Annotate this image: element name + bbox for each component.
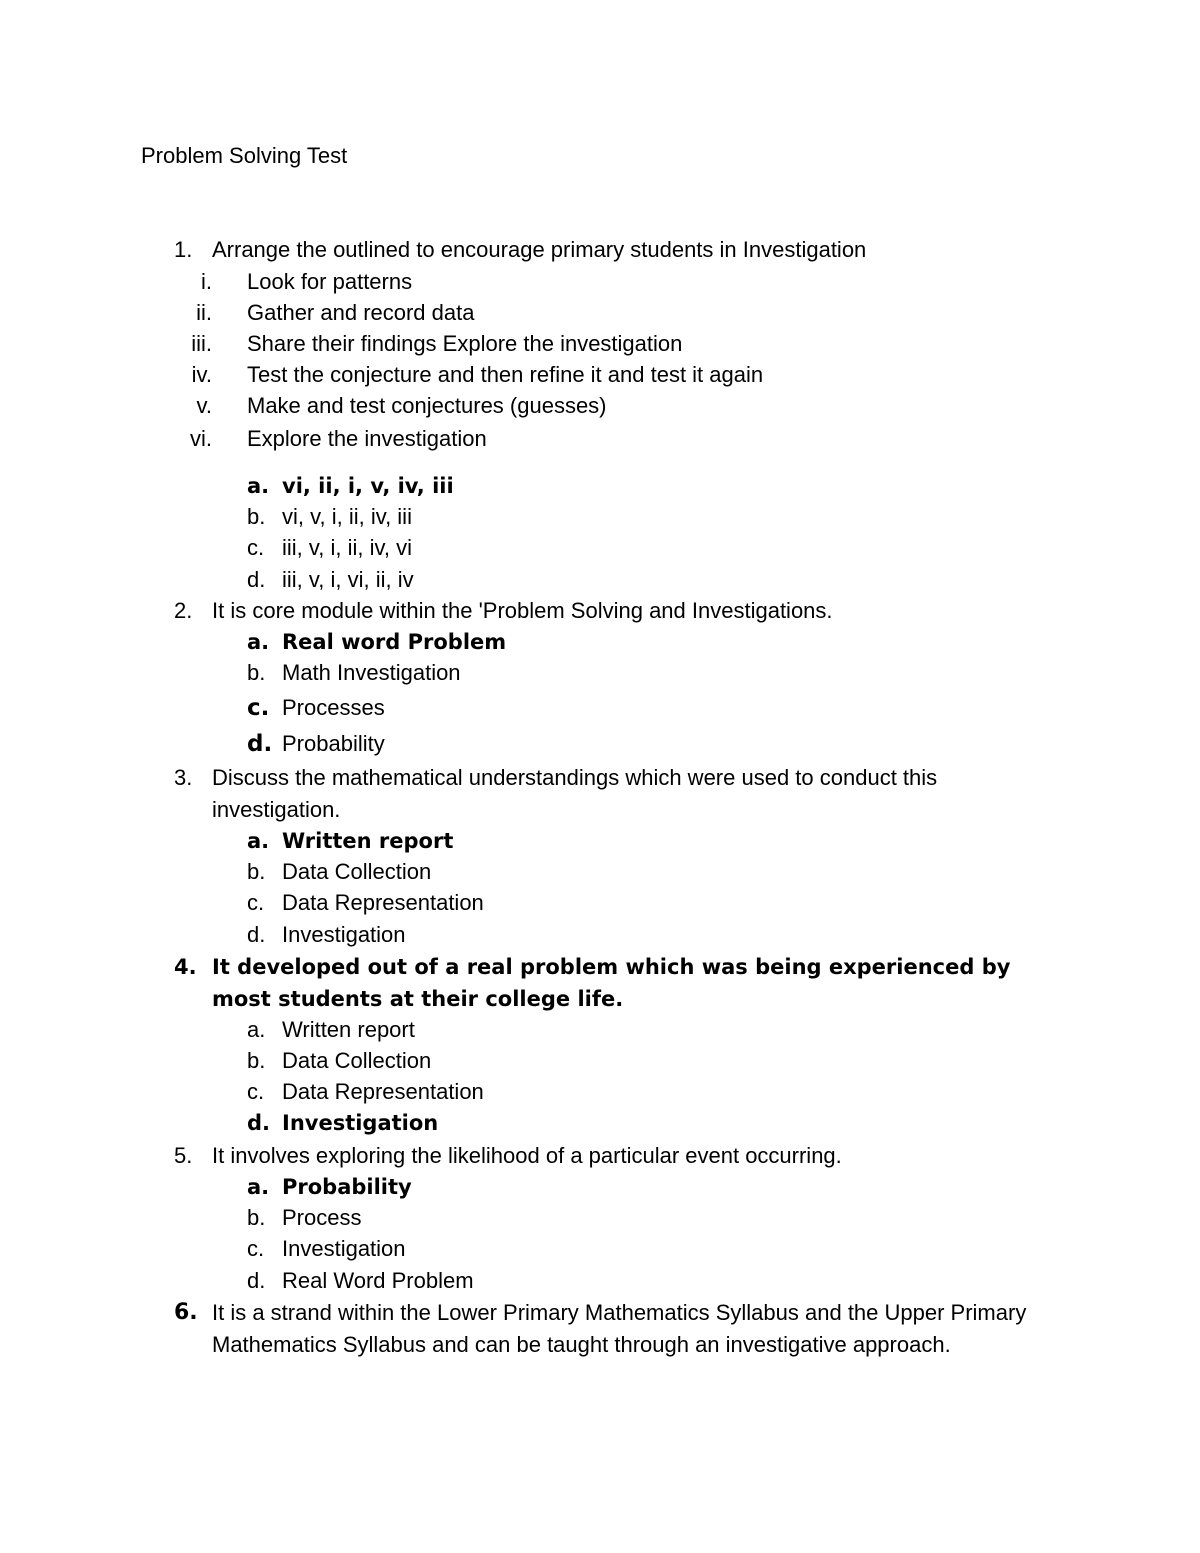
step-text: Explore the investigation <box>247 426 487 451</box>
option-marker: d. <box>247 1268 266 1293</box>
step-text: Make and test conjectures (guesses) <box>247 393 607 418</box>
question-number: 3. <box>174 765 193 790</box>
option-text: Investigation <box>282 922 406 947</box>
question-number: 1. <box>174 237 193 262</box>
option-marker: d. <box>247 922 266 947</box>
option-marker: a. <box>247 630 270 654</box>
option-marker: c. <box>247 1236 265 1261</box>
option-text: Written report <box>282 829 454 853</box>
option-text: vi, v, i, ii, iv, iii <box>282 504 412 529</box>
option-text: iii, v, i, vi, ii, iv <box>282 567 414 592</box>
step-marker: iv. <box>191 362 212 387</box>
question-text: Discuss the mathematical understandings which were used to conduct this investigation. <box>212 765 938 822</box>
option-text: Math Investigation <box>282 660 461 685</box>
question-number: 4. <box>174 955 197 979</box>
step-marker: vi. <box>190 426 212 451</box>
step-text: Test the conjecture and then refine it and test it again <box>247 362 764 387</box>
option-text: Real word Problem <box>282 630 507 654</box>
option-text: Investigation <box>282 1111 439 1135</box>
option-marker: b. <box>247 660 266 685</box>
option-marker: c. <box>247 535 265 560</box>
option-text: Data Collection <box>282 859 432 884</box>
document-title: Problem Solving Test <box>141 143 348 168</box>
question-text: It is a strand within the Lower Primary Mathematics Syllabus and the Upper Primary Mathematics Syllabus and can be taught through an investigative approach. <box>212 1300 1027 1357</box>
question-number: 5. <box>174 1143 193 1168</box>
option-text: iii, v, i, ii, iv, vi <box>282 535 412 560</box>
option-marker: b. <box>247 1048 266 1073</box>
option-marker: b. <box>247 1205 266 1230</box>
step-text: Gather and record data <box>247 300 475 325</box>
option-marker: a. <box>247 1175 270 1199</box>
question-number: 6. <box>174 1300 198 1325</box>
option-text: Data Representation <box>282 890 484 915</box>
option-text: Probability <box>282 731 385 756</box>
option-text: Real Word Problem <box>282 1268 474 1293</box>
option-text: Processes <box>282 695 385 720</box>
question-text: It developed out of a real problem which was being experienced by most students at their college life. <box>212 955 1011 1011</box>
option-marker: a. <box>247 474 270 498</box>
option-text: Written report <box>282 1017 415 1042</box>
option-marker: d. <box>247 567 266 592</box>
option-text: Investigation <box>282 1236 406 1261</box>
step-marker: i. <box>201 269 212 294</box>
option-marker: d. <box>247 1111 271 1135</box>
option-marker: c. <box>247 1079 265 1104</box>
question-text: It is core module within the 'Problem Solving and Investigations. <box>212 598 833 623</box>
step-text: Share their findings Explore the investigation <box>247 331 683 356</box>
option-marker: b. <box>247 504 266 529</box>
step-text: Look for patterns <box>247 269 413 294</box>
option-text: Data Representation <box>282 1079 484 1104</box>
question-text: Arrange the outlined to encourage primary students in Investigation <box>212 237 867 262</box>
option-marker: d. <box>247 731 273 757</box>
step-marker: ii. <box>196 300 212 325</box>
option-marker: c. <box>247 890 265 915</box>
question-text: It involves exploring the likelihood of a particular event occurring. <box>212 1143 842 1168</box>
option-marker: a. <box>247 829 270 853</box>
option-marker: c. <box>247 695 270 721</box>
option-text: Process <box>282 1205 362 1230</box>
step-marker: v. <box>196 393 212 418</box>
option-text: Probability <box>282 1175 412 1199</box>
option-text: vi, ii, i, v, iv, iii <box>282 474 454 498</box>
question-number: 2. <box>174 598 193 623</box>
step-marker: iii. <box>191 331 212 356</box>
option-text: Data Collection <box>282 1048 432 1073</box>
option-marker: a. <box>247 1017 266 1042</box>
option-marker: b. <box>247 859 266 884</box>
